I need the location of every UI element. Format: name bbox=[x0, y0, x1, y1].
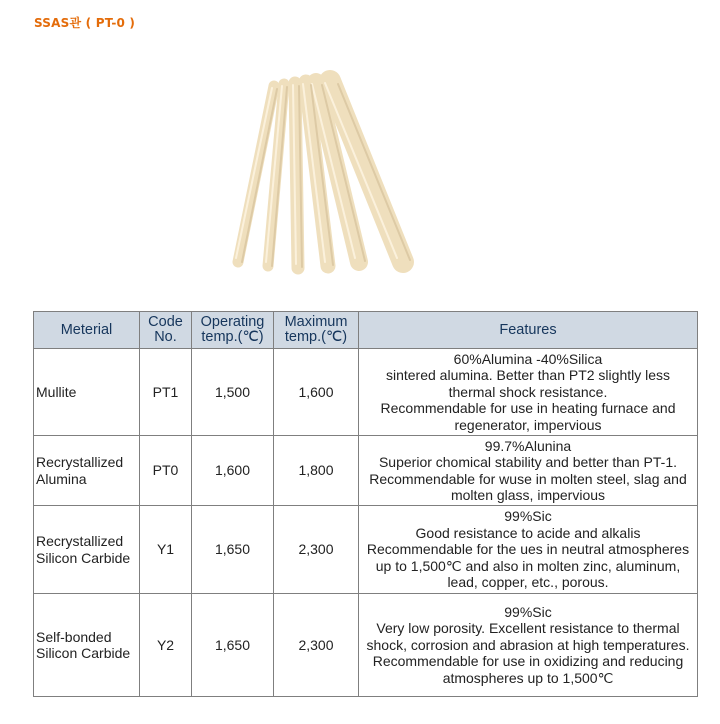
table-row bbox=[34, 436, 698, 506]
ceramic-rods bbox=[238, 81, 403, 268]
maximum-temp-cell: 2,300 bbox=[274, 506, 359, 594]
table-row bbox=[34, 506, 698, 594]
page-title: SSAS관 ( PT-0 ) bbox=[34, 16, 136, 30]
header-code: Code No. bbox=[140, 312, 192, 349]
operating-temp-cell: 1,650 bbox=[192, 594, 274, 697]
code-cell: PT0 bbox=[140, 436, 192, 506]
material-cell: Recrystallized Alumina bbox=[34, 436, 140, 506]
features-cell: 99%Sic Very low porosity. Excellent resistance to thermal shock, corrosion and abrasion at high temperatures. Recommendable for use in oxidizing and reducing atmospheres up to 1,500℃ bbox=[359, 594, 698, 697]
maximum-temp-cell: 2,300 bbox=[274, 594, 359, 697]
table-header-row bbox=[34, 312, 698, 349]
code-cell: PT1 bbox=[140, 349, 192, 436]
maximum-temp-cell: 1,800 bbox=[274, 436, 359, 506]
material-cell: Self-bonded Silicon Carbide bbox=[34, 594, 140, 697]
operating-temp-cell: 1,500 bbox=[192, 349, 274, 436]
code-cell: Y2 bbox=[140, 594, 192, 697]
code-cell: Y1 bbox=[140, 506, 192, 594]
maximum-temp-cell: 1,600 bbox=[274, 349, 359, 436]
specifications-table bbox=[33, 311, 698, 697]
features-cell: 60%Alumina -40%Silica sintered alumina. Better than PT2 slightly less thermal shock resistance. Recommendable for use in heating furnace and regenerator, impervious bbox=[359, 349, 698, 436]
material-cell: Recrystallized Silicon Carbide bbox=[34, 506, 140, 594]
features-cell: 99.7%Alunina Superior chomical stability and better than PT-1. Recommendable for wuse in molten steel, slag and molten glass, impervious bbox=[359, 436, 698, 506]
header-material: Meterial bbox=[34, 312, 140, 349]
header-operating-temp: Operating temp.(℃) bbox=[192, 312, 274, 349]
features-cell: 99%Sic Good resistance to acide and alkalis Recommendable for the ues in neutral atmospheres up to 1,500℃ and also in molten zinc, aluminum, lead, copper, etc., porous. bbox=[359, 506, 698, 594]
ceramic-rods-photo bbox=[212, 62, 452, 292]
header-features: Features bbox=[359, 312, 698, 349]
table-row bbox=[34, 349, 698, 436]
material-cell: Mullite bbox=[34, 349, 140, 436]
operating-temp-cell: 1,600 bbox=[192, 436, 274, 506]
header-maximum-temp: Maximum temp.(℃) bbox=[274, 312, 359, 349]
operating-temp-cell: 1,650 bbox=[192, 506, 274, 594]
table-row bbox=[34, 594, 698, 697]
